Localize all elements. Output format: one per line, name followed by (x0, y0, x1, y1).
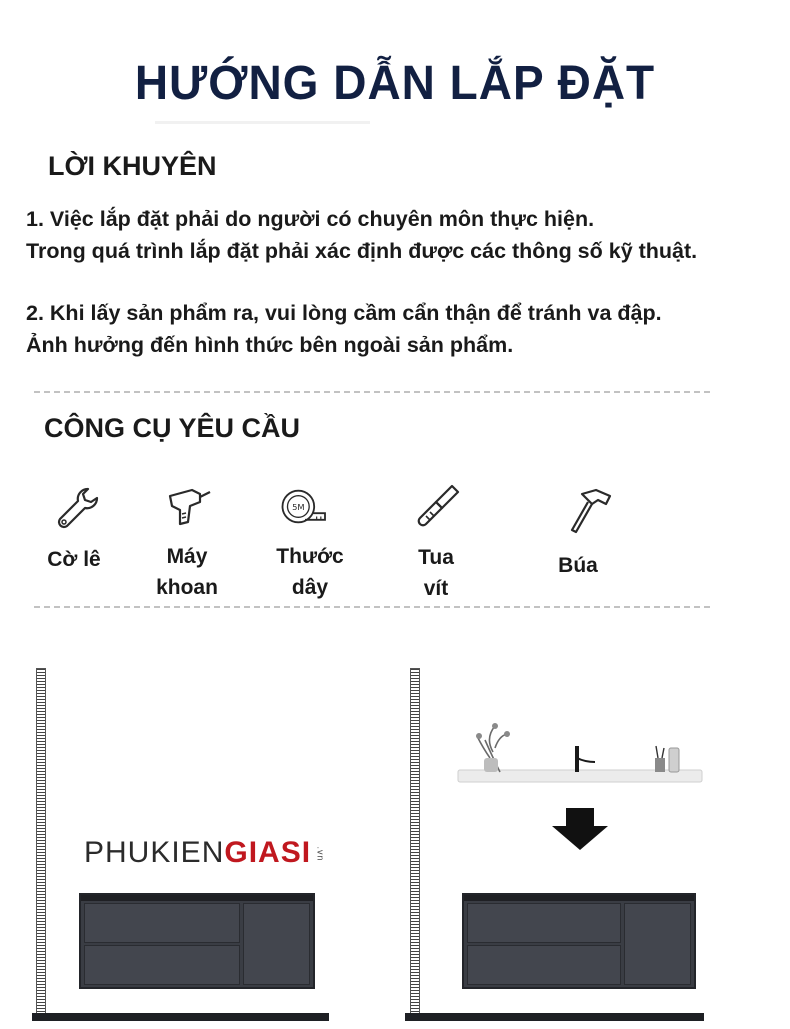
cabinet-left (79, 893, 315, 989)
screwdriver-icon (412, 482, 462, 532)
cabinet-left-drawer-2 (84, 945, 240, 985)
tool-label-drill: Máy khoan (156, 545, 218, 599)
advice-line-2: Trong quá trình lắp đặt phải xác định được các thông số kỹ thuật. (26, 239, 698, 263)
cabinet-right-drawer-1 (467, 903, 621, 943)
cabinet-right-door (624, 903, 691, 985)
floor-left (32, 1013, 329, 1021)
cabinet-right (462, 893, 696, 989)
floor-right (405, 1013, 704, 1021)
cabinet-left-drawer-1 (84, 903, 240, 943)
drill-icon (162, 482, 212, 532)
cabinet-right-drawer-2 (467, 945, 621, 985)
tools-heading: CÔNG CỤ YÊU CẦU (44, 413, 301, 443)
cabinet-right-top (464, 895, 694, 901)
cabinet-left-door (243, 903, 310, 985)
divider-bottom (34, 606, 710, 608)
countertop-sink-icon (455, 718, 705, 793)
tape-measure-icon (280, 484, 330, 534)
wall-pole-right (410, 668, 420, 1015)
title-underline (155, 121, 370, 124)
wrench-icon (52, 484, 102, 534)
advice-heading: LỜI KHUYÊN (48, 151, 217, 181)
advice-line-3: 2. Khi lấy sản phẩm ra, vui lòng cầm cẩn thận để tránh va đập. (26, 301, 662, 325)
tool-label-wrench: Cờ lê (47, 548, 101, 571)
tool-label-screwdriver: Tua vít (418, 546, 454, 600)
page-title: HƯỚNG DẪN LẮP ĐẶT (134, 54, 656, 110)
advice-line-4: Ảnh hưởng đến hình thức bên ngoài sản phẩm. (26, 333, 514, 357)
watermark-logo: PHUKIENGIASI .vn (84, 836, 326, 869)
divider-top (34, 391, 710, 393)
hammer-icon (566, 486, 616, 536)
arrow-down-icon (550, 808, 610, 852)
advice-line-1: 1. Việc lắp đặt phải do người có chuyên môn thực hiện. (26, 207, 595, 231)
cabinet-left-top (81, 895, 313, 901)
tool-label-tape-measure: Thước dây (276, 545, 344, 599)
tape-measure-label: 5M (292, 501, 305, 512)
tool-label-hammer: Búa (558, 554, 598, 577)
wall-pole-left (36, 668, 46, 1015)
